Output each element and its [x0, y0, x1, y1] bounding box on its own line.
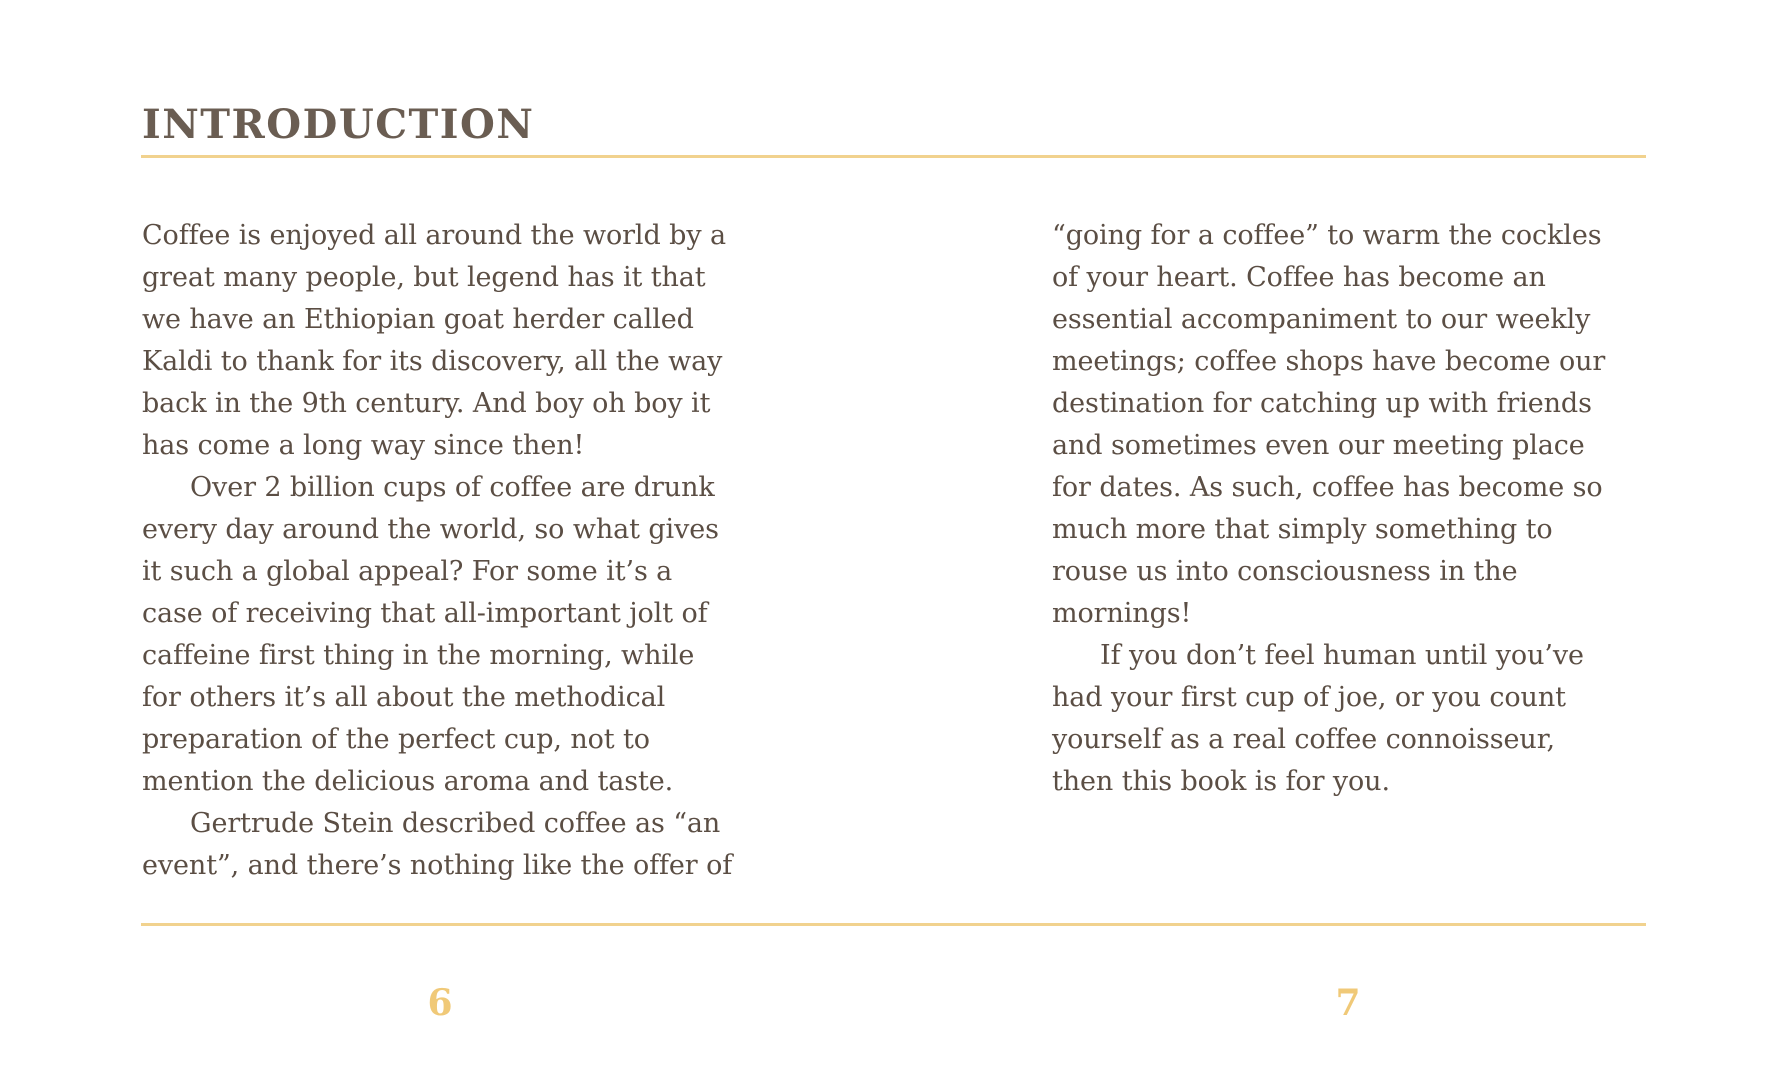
text-line: yourself as a real coffee connoisseur, — [1052, 724, 1556, 755]
text-line: then this book is for you. — [1052, 766, 1390, 797]
text-line: essential accompaniment to our weekly — [1052, 304, 1591, 335]
text-line: rouse us into consciousness in the — [1052, 556, 1518, 587]
text-line: case of receiving that all-important jolt of — [142, 598, 708, 629]
text-line: great many people, but legend has it that — [142, 262, 706, 293]
text-line: preparation of the perfect cup, not to — [142, 724, 650, 755]
text-line: Over 2 billion cups of coffee are drunk — [190, 472, 715, 503]
text-line: Coffee is enjoyed all around the world by a — [142, 220, 726, 251]
text-line: much more that simply something to — [1052, 514, 1553, 545]
text-line: had your first cup of joe, or you count — [1052, 682, 1566, 713]
text-line: If you don’t feel human until you’ve — [1100, 640, 1584, 671]
right-page-text-column — [1052, 215, 1652, 803]
text-line: we have an Ethiopian goat herder called — [142, 304, 694, 335]
text-line: event”, and there’s nothing like the offer of — [142, 850, 733, 881]
text-line: caffeine first thing in the morning, while — [142, 640, 695, 671]
text-line: it such a global appeal? For some it’s a — [142, 556, 673, 587]
text-line: for others it’s all about the methodical — [142, 682, 666, 713]
left-page-text-column — [142, 215, 742, 887]
text-line: “going for a coffee” to warm the cockles — [1052, 220, 1602, 251]
text-line: has come a long way since then! — [142, 430, 585, 461]
chapter-heading: INTRODUCTION — [142, 101, 535, 148]
text-line: Kaldi to thank for its discovery, all the way — [142, 346, 723, 377]
top-rule-divider — [141, 155, 1646, 158]
page-number-left: 6 — [427, 982, 453, 1024]
bottom-rule-divider — [141, 923, 1646, 926]
text-line: back in the 9th century. And boy oh boy it — [142, 388, 711, 419]
text-line: destination for catching up with friends — [1052, 388, 1592, 419]
page-number-right: 7 — [1335, 982, 1361, 1024]
text-line: meetings; coffee shops have become our — [1052, 346, 1606, 377]
text-line: for dates. As such, coffee has become so — [1052, 472, 1603, 503]
text-line: mornings! — [1052, 598, 1192, 629]
text-line: Gertrude Stein described coffee as “an — [190, 808, 721, 839]
text-line: and sometimes even our meeting place — [1052, 430, 1585, 461]
text-line: every day around the world, so what gives — [142, 514, 719, 545]
text-line: of your heart. Coffee has become an — [1052, 262, 1546, 293]
text-line: mention the delicious aroma and taste. — [142, 766, 674, 797]
